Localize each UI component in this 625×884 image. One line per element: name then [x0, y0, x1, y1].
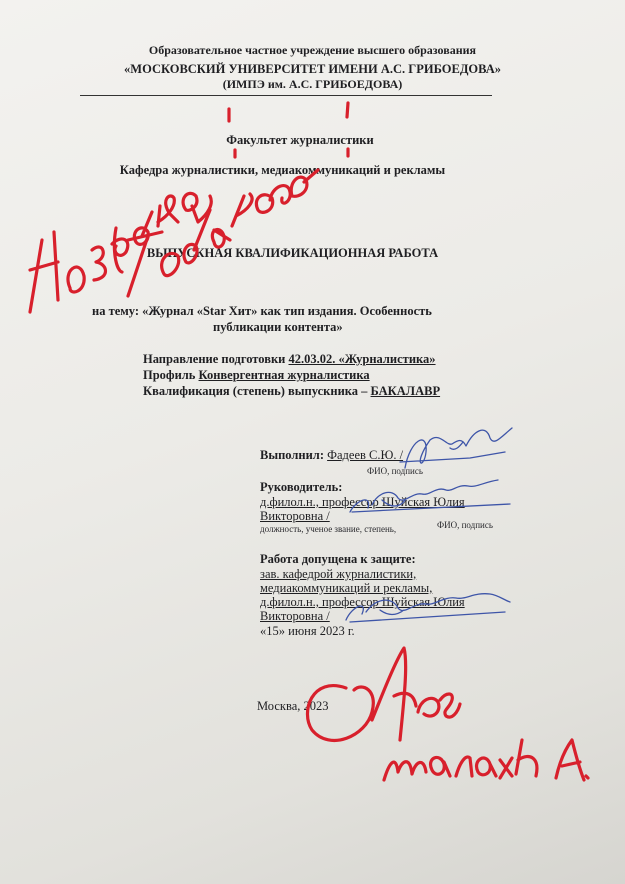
admission-line-1: зав. кафедрой журналистики,: [260, 567, 417, 581]
topic-label: [92, 304, 432, 318]
admission-line-2: медиакоммуникаций и рекламы,: [260, 581, 433, 595]
supervisor-line-2: Викторовна /: [260, 509, 330, 523]
tick-mark: [347, 103, 348, 117]
author-caption: ФИО, подпись: [367, 466, 423, 476]
author-label: Выполнил:: [260, 448, 328, 462]
qualification-row: [143, 384, 440, 398]
red-signature: [307, 648, 460, 740]
supervisor-caption-left: должность, ученое звание, степень,: [260, 524, 397, 534]
supervisor-caption-right: ФИО, подпись: [437, 520, 493, 530]
department-name: Кафедра журналистики, медиакоммуникаций и рекламы: [119, 163, 446, 177]
admission-date: «15» июня 2023 г.: [260, 624, 355, 638]
admission-label: Работа допущена к защите:: [260, 552, 416, 566]
university-abbr: (ИМПЭ им. А.С. ГРИБОЕДОВА): [222, 77, 403, 91]
header-rule: [80, 95, 492, 96]
red-note-word-2: [128, 170, 318, 296]
direction-row: [143, 352, 436, 366]
faculty-name: Факультет журналистики: [226, 133, 374, 147]
author-value: Фадеев С.Ю. /: [327, 448, 404, 462]
supervisor-line-1: д.филол.н., профессор Шуйская Юлия: [260, 495, 465, 509]
profile-row: [143, 368, 370, 382]
profile-label: Профиль: [143, 368, 199, 382]
author-row: [260, 448, 403, 462]
university-name: «МОСКОВСКИЙ УНИВЕРСИТЕТ ИМЕНИ А.С. ГРИБОЕДОВА»: [124, 62, 501, 76]
topic-line-1: «Журнал «Star Хит» как тип издания. Особенность: [142, 304, 432, 318]
qualification-value: БАКАЛАВР: [370, 384, 441, 398]
institution-type: Образовательное частное учреждение высшего образования: [148, 43, 477, 57]
profile-value: Конвергентная журналистика: [198, 368, 370, 382]
supervisor-label: Руководитель:: [260, 480, 343, 494]
topic-line-2: публикации контента»: [213, 320, 343, 334]
admission-line-3: д.филол.н., профессор Шуйская Юлия: [260, 595, 465, 609]
red-name: [384, 740, 588, 780]
direction-label: Направление подготовки: [143, 352, 289, 366]
admission-line-4: Викторовна /: [260, 609, 330, 623]
direction-value: 42.03.02. «Журналистика»: [288, 352, 436, 366]
qualification-label: Квалификация (степень) выпускника –: [143, 384, 371, 398]
author-signature: [400, 428, 512, 468]
city-year: Москва, 2023: [257, 699, 329, 713]
work-type-title: ВЫПУСКНАЯ КВАЛИФИКАЦИОННАЯ РАБОТА: [146, 246, 439, 260]
topic-prefix: на тему:: [92, 304, 140, 318]
